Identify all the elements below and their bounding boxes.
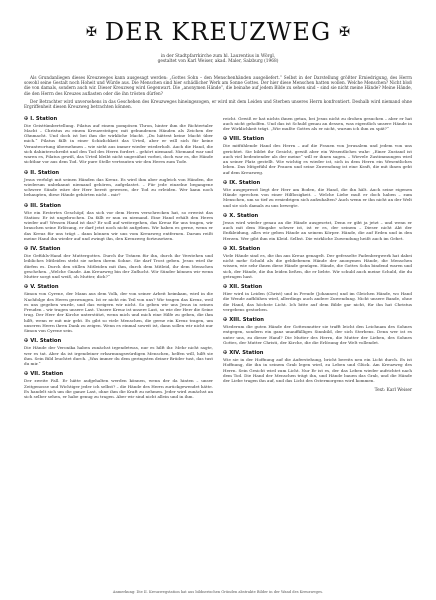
station-title — [24, 116, 213, 122]
station-text: Wiederum die guten Hände der Gottesmutter sie trafft leicht den Leichnam des Sohnes entgegen, sondern ein ganz unauffälliges Sinnbild, der sich Sterbens. Denn wer ist es unter uns, zu dieser Hand? Die Mutter des Herrn, die Mutter der Lieben, des Sohnes Gottes, der Mutter Christi, der Kirche, die die Erlösung der Welt vollendet. — [223, 324, 412, 345]
subtitle-line: gestaltet von Karl Weiser, akad. Maler, Salzburg (1968) — [157, 59, 279, 65]
text-signature: Text: Karl Weiser — [374, 388, 412, 394]
station-title — [24, 338, 213, 344]
cross-icon: ✠ — [24, 338, 29, 345]
intro-paragraph: Der Betrachter wird unversehens in das Geschehen des Kreuzweges hineingezogen, er wird mit dem Leiden und Sterben unseres Herrn konfrontiert. Deshalb wird niemand ohne Ergriffenheit diesen Kreuzweg betrachten können. — [24, 99, 412, 110]
cross-icon: ✠ — [24, 284, 29, 291]
station-text: Wie ein Erstertes Geschöpf, das sich vor dem Herrn verschrecken hat, so erweist das Station: Er ist ungebrochen. Da fällt er nun zu niemand. Eine Hand erhält den Herrn wieder auf! Wessen Hand ist das? Er soll auf weitergehen, das Kreuz für uns tragen, wir brauchen seine Erlösung, er darf jetzt noch nicht aufgeben. Wir haben es gerne, wenn er das Kreuz für uns trägt – dann können wir uns vom Kreuzweg entfernen. Darum reißt meine Hand ihn wieder auf und zwingt ihn, den Kreuzweg fortzusetzen. — [24, 209, 213, 241]
station-title — [24, 203, 213, 209]
station-title — [24, 170, 213, 176]
station-text: Simon von Cyrene, der Mann aus dem Volk, der von seiner Arbeit heimkam, wird in die Nachfolge des Herrn gezwungen. Ist er nicht ein Teil von uns? Wir tragen das Kreuz, weil es uns gegeben wurde, und das weigern wir nicht. So geben wir uns Jesus in seinen Freuden – wir tragen unsere Last. Unsere Kreuz ist unsere Last, so wie der Herr die Seine trug. Der Herr der Kirche unterstützt, wenn mich und mich eine Hilfe zu geben, die ihm hilft, wenn er mit mir geht. Es gibt so viele Menschen, die gerne ein Kreuz tragen, um unseren Herrn ihren Dank zu zeigen. Wenn es einmal soweit ist, dann sollen wir nicht nur Simon von Cyrene sein. — [24, 291, 213, 334]
station-title-label: XI. Station — [229, 245, 261, 252]
station-text: Die Hände der Veronika haben zunächst irgendetwas, nur es hilft ihr. Mehr nicht sagte, wer es tat. Aber da ist irgendeiner erbarmungswürdigen Menschen, helfen will, hilft sie ihm. Sein Bild leuchtet durch. „Was immer du dem geringsten deiner Brüder tust, das tust du mir.“ — [24, 345, 213, 367]
station-title — [223, 246, 412, 252]
station-title — [223, 136, 412, 142]
station-title-label: X. Station — [229, 212, 259, 219]
station-title-label: I. Station — [30, 115, 58, 122]
station-block — [223, 284, 412, 312]
station-block — [223, 213, 412, 241]
station-title-label: IV. Station — [30, 246, 61, 253]
station-title-label: XII. Station — [229, 284, 263, 291]
cross-icon: ✠ — [223, 245, 228, 252]
station-block — [24, 371, 213, 399]
cross-ornament-left-icon: ✠ — [85, 24, 97, 40]
station-title — [24, 246, 213, 252]
station-text: Hier wird in Leiden (Christ) und in Freude (Johannes) und im Gleichen Hände, wo Hand die Wende aufblühen wird, allerdings auch andere Zuwendung. Nicht unsere Bande, ohne die Hand, das höchste Licht. Ich bitte auf dem Bilde gar nicht, für ihn hat Christus vergebens gestorben. — [223, 291, 412, 312]
station-block — [223, 180, 412, 208]
station-text: Die Gefühls-Hand der Muttergottes. Durch ihr Tränen für ihn, durch ihr Verstehen und leibliches Mitleiden steht sie neben ihrem Sohne. Sie darf Trost geben. Jesus wird ihr dürfen es. Durch den stillen Mitleiden mit ihm, durch dem Mitleid, ihr dem Menschen geschehen. „Welche Gnade. Am Kreuzweg bin der Zuflucht. Wir Sünder können wir wenn Mutter sorgt und weiß, oh Mutter, dich?“ — [24, 253, 213, 280]
station-text: Jesus verfolgt mit seinen Händen das Kreuz. Es wird ihm aber zugleich von Händen, die wiederum unbekannt niemand gehören, aufgelastet. – Für jede einzelne begangene schwere Sünde wäre der Herr bereit gewesen, der Tod zu erleiden. Wer kann noch behaupten, diese Hände gehörten nicht – mir? — [24, 176, 213, 198]
right-column — [223, 116, 412, 405]
cross-icon: ✠ — [223, 212, 228, 219]
station-title — [223, 213, 412, 219]
station-title-label: II. Station — [30, 169, 60, 176]
station-block — [223, 317, 412, 345]
station-title — [223, 284, 412, 290]
right-column-lead: reicht. Gewiß er hat nichts ihnen getan, bei Jesus nicht zu drohen gesuchen – aber er hat auch nicht geholfen. Und das ist Schuld genau an dessen, was eigentlich unsere Hände in der Wirklichkeit trägt. „Wie mußte Gottes als er nicht, warum ich ihm zu spät?“ — [223, 115, 412, 132]
station-title-label: VII. Station — [30, 371, 64, 378]
cross-icon: ✠ — [223, 136, 228, 143]
left-column — [24, 116, 213, 405]
station-text: Die Geisttümbertellung. Pilatus auf einem pompösen Thron, hinter ihm die Richtertaler Macht – Christus zu einem Kreuzesträger, mit gebundenen Händen als Zeichen der Ohnmacht. Und doch ist bei ihm die wirkliche Macht. „Du hättest keine Macht über mich.“ Pilatus fällt in einer Schizlichkeit das Urteil, aber er will sich für keine Verantwortung übernehmen – wie sieht aus immer wieder wiederholt. Auch die Hand, die sich dahinterschreibt und den Tod des Herrn fordert – gehört niemand. Niemand war und waren es, Pilatus gewiß, das Urteil bleibt nicht ungesühnt vorbei, doch war es, die Hände sichtbar vor aus dem Tod. Wir pure Stelle vertrauten wir den Herrn zum Tode. — [24, 122, 213, 165]
subtitle — [24, 54, 412, 65]
station-block — [24, 203, 213, 242]
page-title: DER KREUZWEG — [104, 18, 332, 46]
intro-paragraph: Als Grundanliegen dieses Kreuzweges kann ausgesagt werden: „Gottes Sohn – den Menschenhänden ausgeliefert.“ Selbst in der Darstellung größter Erniedrigung, des Herrn sowohl seine Gestalt noch Hoheit und Würde aus. Die Menschen sind hier schädlicher Werk am Sonne Gottes. Der hier diese Menschen hatten wollen. Welche Menschen? Nicht bloß die von damals, sondern auch wir. Dieser Kreuzweg wird Gegenwart. Die „anonymen Hände“, die beinahe auf jedem Bilde zu sehen sind – sind sie nicht meine Hände? Meine Hände, die den Herrn des Kreuzes auflasten oder die ihn trösten dürfen? — [24, 74, 412, 96]
station-text: Wie sie in der Hoffnung auf die Auferstehung, bricht bereits neu ein Licht durch. Es ist Hoffnung, die ihn in seinem Grab legen wird, zu Leben und Glück. Am Kreuzweg des Herrn. Sein Gesicht wird zum Licht. Nur Er ist es, der das Leben wieder aufrichtet nach dem Tod. Die Hand der Menschen trägt ihn, und Hände bauen das Grab, und die Hände der Liebe tragen ihn auf, und das Licht des Ostermorgens wird kommen. — [223, 357, 412, 384]
cross-icon: ✠ — [223, 284, 228, 291]
stations-columns — [24, 116, 412, 405]
station-title-label: VI. Station — [30, 338, 62, 345]
station-block — [24, 338, 213, 366]
cross-icon: ✠ — [24, 115, 29, 122]
station-text: Die mitfühlende Hand des Herrn – auf die Frauen von Jerusalem und jedem von uns gerichtet. Sie bildet ihr Gesicht, gewiß aber ein Wesentliches wahr: „Einer Zustand ist auch viel bedeutender als der meine“ will er ihnen sagen. – Wievele Zustimmungen wird an seiner Platz gestellt. Wie wichtig es wieder ist, sich in dem Herrn ein Wesentliches leben. Das Mitgefühl der Frauen und seine Zuwendung ist eine Kraft, die mit ihnen geht auf dem Kreuzweg. — [223, 143, 412, 175]
station-block — [24, 246, 213, 279]
cross-icon: ✠ — [24, 202, 29, 209]
intro-text — [24, 75, 412, 110]
station-block — [223, 350, 412, 383]
station-title-label: III. Station — [30, 202, 62, 209]
footnote: Anmerkung: Die II. Kreuzwegstation hat aus bildnerischen Gründen abstrakte Bilder in der Wand des Kreuzweges. — [112, 590, 324, 594]
station-block — [24, 170, 213, 198]
cross-icon: ✠ — [223, 350, 228, 357]
cross-icon: ✠ — [24, 169, 29, 176]
station-title — [24, 284, 213, 290]
station-title-label: XIII. Station — [229, 317, 265, 324]
station-block — [223, 136, 412, 175]
cross-icon: ✠ — [24, 371, 29, 378]
station-title-label: VIII. Station — [229, 136, 265, 143]
title-row — [24, 18, 412, 46]
cross-ornament-right-icon: ✠ — [339, 24, 351, 40]
station-title-label: V. Station — [30, 284, 59, 291]
station-block — [223, 246, 412, 279]
cross-icon: ✠ — [24, 246, 29, 253]
cross-icon: ✠ — [223, 317, 228, 324]
station-text: Jesus wird wieder genau an die Hände ausgesetzt, Denn er gibt ja jetzt – und wenn er auch mit dem Hingabe schwer ist, ist er es, der seinem – Dieser nicht Akt der Entkleidung, alles wir geben Hände an seinem Körper. Hände, die auf Erden und in den Herzen. Wer gibt ihm ein Kleid. Selbst. Die wirkliche Zuwendung heißt auch im Gebet. — [223, 219, 412, 241]
station-title — [24, 371, 213, 377]
station-block — [24, 116, 213, 165]
station-title-label: IX. Station — [229, 179, 261, 186]
station-title — [223, 180, 412, 186]
subtitle-line: in der Stadtpfarrkirche zum hl. Laurentius in Wörgl, — [160, 54, 276, 59]
station-text: Viele Hände sind es, die ihn ans Kreuz genagelt. Der gefesselte Fadenbergwerk hat dabei nicht mehr Schuld als die gebliebenen Hände der anonymen Hände, die Menschen wissen, wie sehr ihnen diese Hände genügen. Hände, die Gottes Sohn bindend waren und sich, der Hände, die ihn leiden ließen, die er liebte. Wir schuld auch meine Schuld, die du getragen hast. — [223, 252, 412, 279]
station-title — [223, 350, 412, 356]
cross-icon: ✠ — [223, 179, 228, 186]
station-block — [24, 284, 213, 333]
station-title — [223, 317, 412, 323]
right-column-stations — [223, 136, 412, 383]
station-title-label: XIV. Station — [229, 350, 264, 357]
station-text: Der zweite Fall. Er hätte aufgehalten werden können, wenn der da hinten – unser Zeitgenosse und Wichtiger jeder ich selbst? – die Hände des Herrn zurückgewendet hätte. Es handelt sich um die ganze Last, ohne ihm die Kraft zu nehmen. Jeder wird zunächst an sich selber sehen, er habe genug zu tragen. Aber wir sind nicht allein und in ihm. — [24, 378, 213, 400]
station-text: Wie ausgepresst liegt der Herr am Boden, die Hand, die ihn hält. Auch seine eigenen Hände sprechen von einer Hilflosigkeit. – Welche Liebe muß er doch haben – zum Menschen, um so tief zu erniedrigen sich aufzuhalten? Auch wenn er ihn nicht an der Welt und sie sich damals zu uns bewegte. — [223, 186, 412, 208]
